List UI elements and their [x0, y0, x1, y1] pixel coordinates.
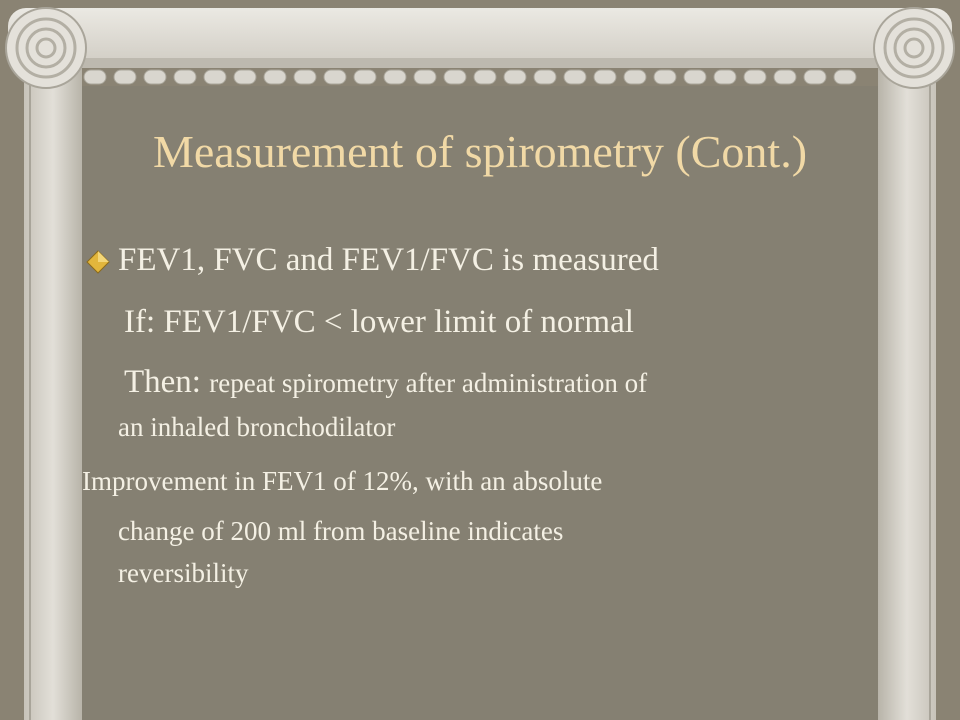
improvement-line-1: Improvement in FEV1 of 12%, with an absolute — [82, 466, 603, 496]
if-condition-line: If: FEV1/FVC < lower limit of normal — [124, 304, 634, 340]
then-line — [124, 362, 647, 403]
then-line-wrap: an inhaled bronchodilator — [118, 412, 396, 442]
left-volute-icon — [6, 8, 86, 88]
diamond-bullet-icon — [86, 250, 110, 274]
then-rest: repeat spirometry after administration of — [209, 368, 648, 398]
dentil-row — [84, 70, 856, 84]
improvement-line-3: reversibility — [118, 558, 249, 588]
right-volute-icon — [874, 8, 954, 88]
then-lead: Then: — [124, 364, 201, 400]
bullet-fev1-fvc: FEV1, FVC and FEV1/FVC is measured — [118, 242, 659, 278]
improvement-line-2: change of 200 ml from baseline indicates — [118, 516, 564, 546]
slide-title: Measurement of spirometry (Cont.) — [152, 126, 808, 177]
